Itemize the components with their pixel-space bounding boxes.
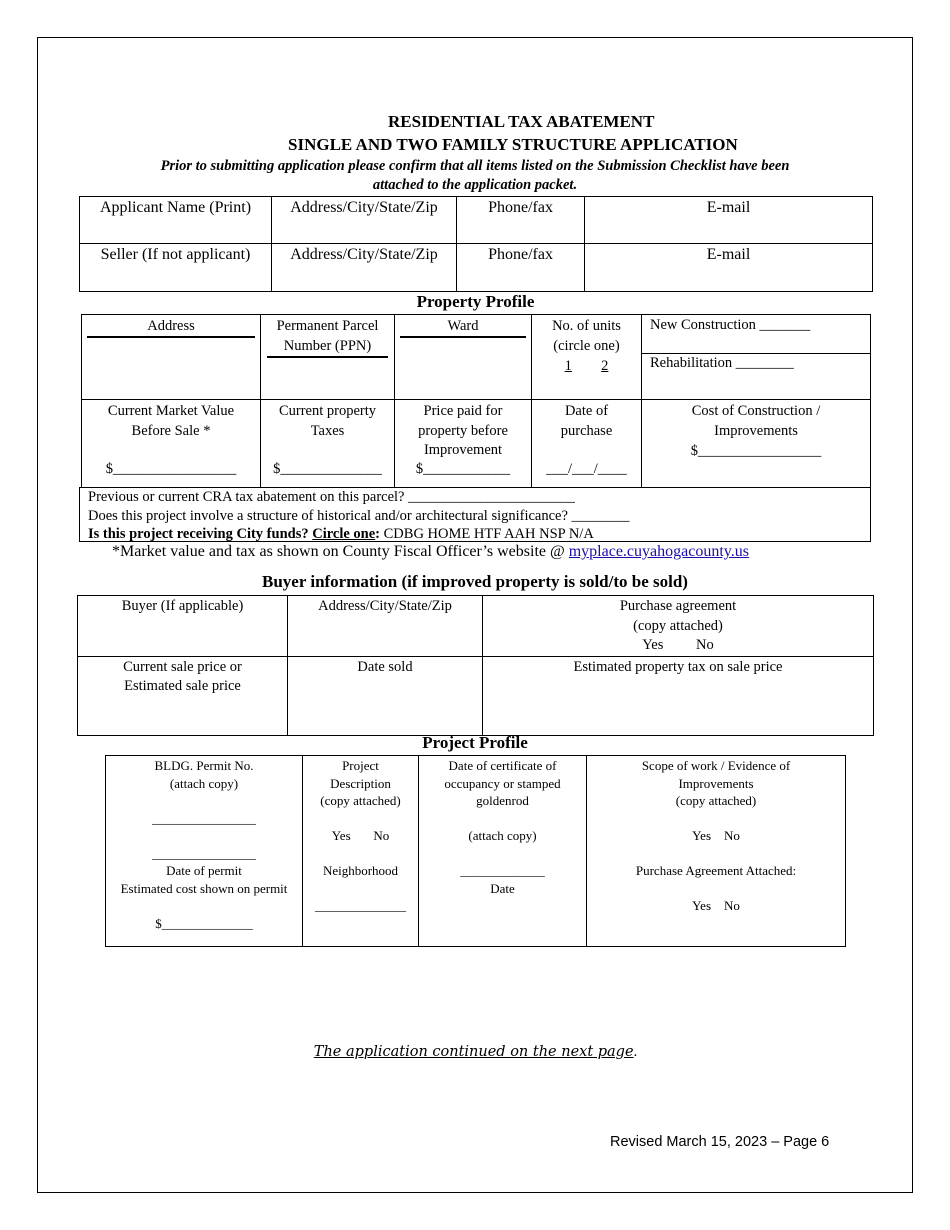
certificate-line: _____________ <box>460 863 545 878</box>
sale-price-cell[interactable]: Current sale price or Estimated sale price <box>78 656 288 735</box>
units-label-line1: No. of units <box>552 318 621 334</box>
construction-cost-cell[interactable] <box>642 400 871 488</box>
seller-name-cell[interactable]: Seller (If not applicant) <box>80 244 272 292</box>
applicant-table <box>79 196 873 292</box>
date-blank: ___/___/____ <box>546 461 627 477</box>
permit-line: Date of permit <box>166 863 242 878</box>
seller-phone-cell[interactable]: Phone/fax <box>457 244 585 292</box>
units-label-line2: (circle one) <box>553 338 620 354</box>
ward-label: Ward <box>400 316 526 338</box>
market-value-note: *Market value and tax as shown on County Fiscal Officer’s website @ myplace.cuyahogacounty.us <box>112 543 749 560</box>
title-line1: RESIDENTIAL TAX ABATEMENT <box>388 112 655 131</box>
price-label-line1: Price paid for <box>423 403 503 419</box>
unit-option-2[interactable]: 2 <box>601 358 609 374</box>
cost-label-line2: Improvements <box>714 423 798 439</box>
market-value-label-line1: Current Market Value <box>107 403 235 419</box>
permit-line: Estimated cost shown on permit <box>120 880 288 896</box>
applicant-phone-cell[interactable]: Phone/fax <box>457 197 585 244</box>
project-profile-table <box>105 755 846 947</box>
city-funds-question[interactable]: Is this project receiving City funds? Circle one: CDBG HOME HTF AAH NSP N/A <box>88 526 594 542</box>
certificate-line: goldenrod <box>476 793 529 808</box>
price-label-line2: property before <box>418 423 508 439</box>
price-paid-cell[interactable] <box>395 400 532 488</box>
property-profile-heading: Property Profile <box>416 292 535 311</box>
ppn-cell[interactable] <box>261 315 395 400</box>
scope-line: (copy attached) <box>675 793 757 808</box>
date-label-line1: Date of <box>564 403 609 419</box>
units-cell[interactable] <box>532 315 642 400</box>
permit-cell[interactable] <box>106 756 303 947</box>
permit-line: $______________ <box>155 915 253 931</box>
scope-line: Yes No <box>692 898 740 913</box>
county-website-link[interactable]: myplace.cuyahogacounty.us <box>568 543 749 560</box>
certificate-cell[interactable] <box>419 756 587 947</box>
applicant-row <box>80 197 873 244</box>
market-value-cell[interactable] <box>82 400 261 488</box>
questions-box <box>79 487 871 542</box>
applicant-email-cell[interactable]: E-mail <box>585 197 873 244</box>
ppn-label-line2: Number (PPN) <box>267 336 388 358</box>
ppn-label-line1: Permanent Parcel <box>276 318 379 334</box>
scope-line: Improvements <box>678 775 754 791</box>
date-label-line2: purchase <box>560 423 613 439</box>
buyer-table <box>77 595 874 736</box>
cra-abatement-question[interactable]: Previous or current CRA tax abatement on this parcel? _______________________ <box>88 489 575 505</box>
project-description-cell[interactable] <box>303 756 419 947</box>
market-value-blank: $_________________ <box>105 461 237 477</box>
purchase-date-cell[interactable] <box>532 400 642 488</box>
seller-row <box>80 244 873 292</box>
scope-line: Purchase Agreement Attached: <box>635 863 797 878</box>
taxes-label-line2: Taxes <box>310 423 345 439</box>
estimated-tax-cell[interactable]: Estimated property tax on sale price <box>483 656 874 735</box>
instruction-line1: Prior to submitting application please confirm that all items listed on the Submission Checklist have been <box>160 158 790 174</box>
permit-line: ________________ <box>152 810 256 826</box>
certificate-line: (attach copy) <box>468 828 537 843</box>
scope-line: Yes No <box>692 828 740 843</box>
description-line: (copy attached) <box>320 793 401 808</box>
applicant-name-cell[interactable]: Applicant Name (Print) <box>80 197 272 244</box>
certificate-line: Date <box>490 880 515 896</box>
seller-email-cell[interactable]: E-mail <box>585 244 873 292</box>
description-line: Neighborhood <box>322 863 399 878</box>
taxes-cell[interactable] <box>261 400 395 488</box>
continued-note: The application continued on the next page. <box>313 1044 638 1060</box>
price-label-line3: Improvement <box>423 442 503 458</box>
historical-question[interactable]: Does this project involve a structure of historical and/or architectural significance? ________ <box>88 507 630 524</box>
taxes-label-line1: Current property <box>278 403 377 419</box>
market-value-label-line2: Before Sale * <box>131 423 211 439</box>
applicant-address-cell[interactable]: Address/City/State/Zip <box>272 197 457 244</box>
new-construction-field[interactable]: New Construction _______ <box>642 315 870 354</box>
description-line: Project <box>342 758 379 773</box>
permit-line: BLDG. Permit No. <box>154 758 254 773</box>
taxes-blank: $______________ <box>273 461 382 477</box>
scope-of-work-cell[interactable] <box>587 756 846 947</box>
cost-label-line1: Cost of Construction / <box>691 403 821 419</box>
description-line: Yes No <box>331 828 390 843</box>
construction-type-cell <box>642 315 871 400</box>
buyer-name-cell[interactable]: Buyer (If applicable) <box>78 596 288 657</box>
instruction-line2: attached to the application packet. <box>372 177 578 193</box>
certificate-line: occupancy or stamped <box>444 775 561 791</box>
purchase-agreement-cell[interactable]: Purchase agreement (copy attached) Yes No <box>483 596 874 657</box>
property-profile-table <box>81 314 871 488</box>
date-sold-cell[interactable]: Date sold <box>288 656 483 735</box>
description-line: ______________ <box>315 898 406 913</box>
project-profile-heading: Project Profile <box>422 733 528 752</box>
buyer-address-cell[interactable]: Address/City/State/Zip <box>288 596 483 657</box>
permit-line: (attach copy) <box>169 775 239 791</box>
seller-address-cell[interactable]: Address/City/State/Zip <box>272 244 457 292</box>
description-line: Description <box>330 775 391 791</box>
permit-line: ________________ <box>152 845 256 861</box>
scope-line: Scope of work / Evidence of <box>641 758 791 773</box>
title-line2: SINGLE AND TWO FAMILY STRUCTURE APPLICATION <box>288 135 738 154</box>
buyer-info-heading: Buyer information (if improved property is sold/to be sold) <box>262 572 688 591</box>
cost-blank: $_________________ <box>690 443 822 459</box>
ward-cell[interactable] <box>395 315 532 400</box>
price-blank: $____________ <box>415 461 511 477</box>
address-cell[interactable] <box>82 315 261 400</box>
certificate-line: Date of certificate of <box>448 758 557 773</box>
address-label: Address <box>87 316 255 338</box>
rehabilitation-field[interactable]: Rehabilitation ________ <box>650 355 794 371</box>
unit-option-1[interactable]: 1 <box>564 358 572 374</box>
page-footer: Revised March 15, 2023 – Page 6 <box>610 1134 830 1150</box>
